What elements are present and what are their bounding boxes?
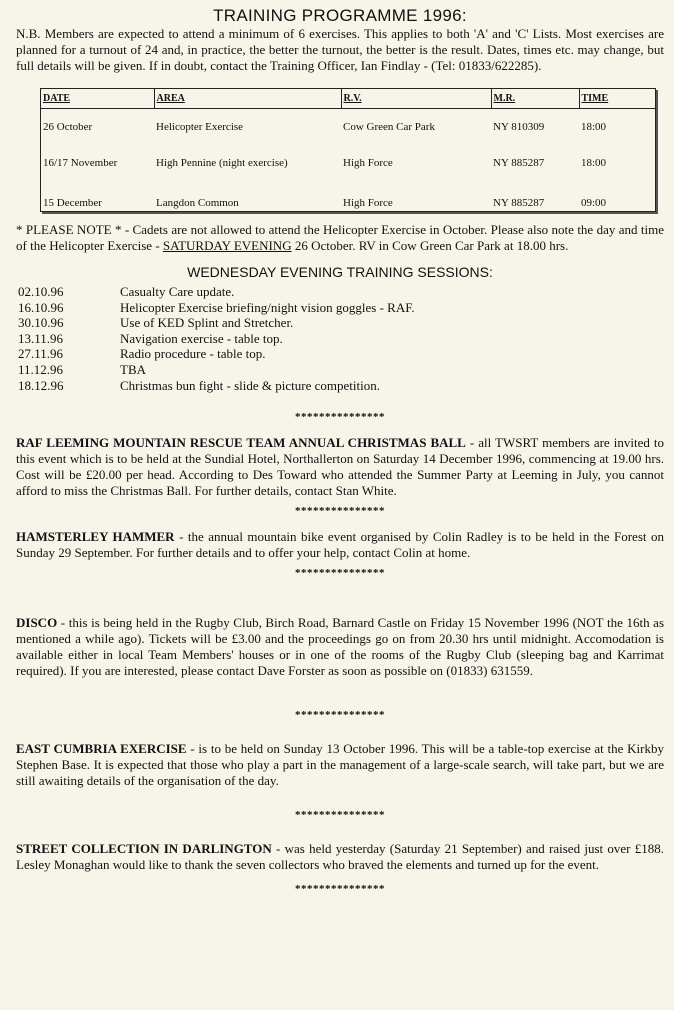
separator: *************** xyxy=(295,411,385,424)
item-body: - all TWSRT members are invited to this event which is to be held at the Sundial Hotel, Northallerton on Saturday 14 December 1996, commencing at 19.00 hrs. Cost will be £20.00 per head. According to Des Toward who attended the Summer Party at Leeming in July, you cannot afford to miss the Christmas Ball. For further details, contact Stan White. xyxy=(16,435,664,499)
session-desc: TBA xyxy=(120,361,146,377)
cell-rv: High Force xyxy=(343,157,393,169)
session-date: 16.10.96 xyxy=(18,299,64,315)
item-heading: DISCO xyxy=(16,615,58,631)
please-note-paragraph xyxy=(16,222,664,254)
table-row xyxy=(41,181,655,211)
sessions-list xyxy=(18,284,664,393)
session-desc: Navigation exercise - table top. xyxy=(120,330,283,346)
separator: *************** xyxy=(295,567,385,580)
page-title: TRAINING PROGRAMME 1996: xyxy=(213,6,467,25)
item-heading: EAST CUMBRIA EXERCISE xyxy=(16,741,187,757)
list-item xyxy=(18,315,664,331)
header-rv: R.V. xyxy=(341,89,491,109)
street-collection-paragraph xyxy=(16,841,664,873)
item-heading: STREET COLLECTION IN DARLINGTON xyxy=(16,841,272,857)
cell-mr: NY 810309 xyxy=(493,121,545,133)
separator: *************** xyxy=(295,709,385,722)
list-item xyxy=(18,346,664,362)
item-body: - this is being held in the Rugby Club, Birch Road, Barnard Castle on Friday 15 November 1996 (NOT the 16th as mentioned a while ago). Tickets will be £3.00 and the proceedings go on from 20.30 hrs until midnight. Accomodation is available either in local Team Members' houses or in one of the rooms of the Rugby Club (sleeping bag and Karrimat required). If you are interested, please contact Dave Forster as soon as possible on (01833) 631559. xyxy=(16,615,664,679)
cell-area: Helicopter Exercise xyxy=(156,121,244,133)
item-body: - was held yesterday (Saturday 21 September) and raised just over £188. Lesley Monaghan would like to thank the seven collectors who braved the elements and turned up for the event. xyxy=(16,841,664,873)
header-time: TIME xyxy=(579,89,655,109)
session-desc: Radio procedure - table top. xyxy=(120,346,266,362)
list-item xyxy=(18,378,664,394)
header-mr: M.R. xyxy=(491,89,579,109)
session-date: 11.12.96 xyxy=(18,361,64,377)
list-item xyxy=(18,331,664,347)
list-item xyxy=(18,284,664,300)
session-date: 27.11.96 xyxy=(18,346,64,362)
table-header-row xyxy=(41,89,655,109)
cell-rv: High Force xyxy=(343,197,393,209)
cell-mr: NY 885287 xyxy=(493,157,545,169)
session-desc: Helicopter Exercise briefing/night vision goggles - RAF. xyxy=(120,299,415,315)
cell-date: 16/17 November xyxy=(43,157,118,169)
item-heading: HAMSTERLEY HAMMER xyxy=(16,529,175,545)
wednesday-sessions-title: WEDNESDAY EVENING TRAINING SESSIONS: xyxy=(187,264,493,280)
cell-time: 18:00 xyxy=(581,121,607,133)
note-text-after: 26 October. RV in Cow Green Car Park at 18.00 hrs. xyxy=(291,238,569,253)
session-date: 02.10.96 xyxy=(18,284,64,299)
note-text-before: * PLEASE NOTE * - Cadets are not allowed to attend the Helicopter Exercise in October. Please also note the day and time of the Helicopter Exercise - xyxy=(16,222,664,253)
list-item xyxy=(18,362,664,378)
session-date: 18.12.96 xyxy=(18,377,64,393)
training-table xyxy=(40,88,656,212)
intro-paragraph: N.B. Members are expected to attend a minimum of 6 exercises. This applies to both 'A' and 'C' Lists. Most exercises are planned for a turnout of 24 and, in practice, the better the turnout, the better is the result. Dates, times etc. may change, but full details will be given. If in doubt, contact the Training Officer, Ian Findlay - (Tel: 01833/622285). xyxy=(16,26,664,73)
item-heading: RAF LEEMING MOUNTAIN RESCUE TEAM ANNUAL CHRISTMAS BALL xyxy=(16,435,466,451)
note-underlined: SATURDAY EVENING xyxy=(162,238,292,253)
cell-mr: NY 885287 xyxy=(493,197,545,209)
separator: *************** xyxy=(295,505,385,518)
cell-time: 09:00 xyxy=(581,197,607,209)
separator: *************** xyxy=(295,809,385,822)
table-row xyxy=(41,145,655,181)
document-page xyxy=(16,0,664,895)
session-date: 13.11.96 xyxy=(18,330,64,346)
table-row xyxy=(41,109,655,146)
item-body: - is to be held on Sunday 13 October 1996. This will be a table-top exercise at the Kirkby Stephen Base. It is expected that those who play a part in the management of a large-scale search, will take part, but we are still awaiting details of the organisation of the day. xyxy=(16,741,664,789)
separator: *************** xyxy=(295,883,385,896)
header-area: AREA xyxy=(154,89,341,109)
cell-area: Langdon Common xyxy=(156,197,239,209)
item-body: - the annual mountain bike event organised by Colin Radley is to be held in the Forest on Sunday 29 September. For further details and to offer your help, contact Colin at home. xyxy=(16,529,665,561)
session-desc: Use of KED Splint and Stretcher. xyxy=(120,315,294,331)
session-desc: Casualty Care update. xyxy=(120,284,235,299)
east-cumbria-paragraph xyxy=(16,741,664,789)
cell-date: 26 October xyxy=(43,121,93,133)
session-date: 30.10.96 xyxy=(18,315,64,331)
cell-date: 15 December xyxy=(43,197,102,209)
hamsterley-paragraph xyxy=(16,529,664,561)
cell-rv: Cow Green Car Park xyxy=(343,121,435,133)
christmas-ball-paragraph xyxy=(16,435,664,499)
disco-paragraph xyxy=(16,615,664,679)
header-date: DATE xyxy=(41,89,154,109)
cell-time: 18:00 xyxy=(581,157,607,169)
list-item xyxy=(18,300,664,316)
session-desc: Christmas bun fight - slide & picture competition. xyxy=(120,377,380,393)
cell-area: High Pennine (night exercise) xyxy=(156,157,288,169)
